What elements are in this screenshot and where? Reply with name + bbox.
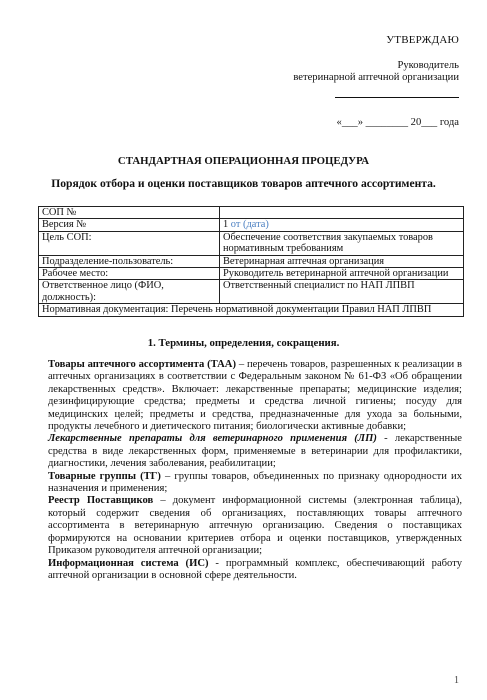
- definition-item: [48, 359, 462, 433]
- table-row: [39, 207, 464, 219]
- date-year-prefix: 20: [408, 117, 422, 128]
- approval-organization: ветеринарной аптечной организации: [293, 72, 459, 83]
- date-open-quote: «: [336, 117, 342, 128]
- row-value: Обеспечение соответствия закупаемых товаров нормативным требованиям: [220, 231, 464, 255]
- row-label: СОП №: [39, 207, 220, 219]
- definition-term: Товары аптечного ассортимента (ТАА): [48, 359, 236, 370]
- table-row: [39, 280, 464, 304]
- row-value: [220, 207, 464, 219]
- definition-term: Информационная система (ИС): [48, 557, 209, 569]
- row-value: Руководитель ветеринарной аптечной организации: [220, 268, 464, 280]
- table-row: [39, 304, 464, 316]
- signature-line: [335, 97, 459, 98]
- table-row: [39, 268, 464, 280]
- definition-item: [48, 471, 462, 496]
- row-label: Версия №: [39, 219, 220, 231]
- definition-term: Реестр Поставщиков: [48, 495, 154, 507]
- date-year-blank: ___: [421, 117, 438, 128]
- document-title: СТАНДАРТНАЯ ОПЕРАЦИОННАЯ ПРОЦЕДУРА: [117, 155, 370, 167]
- row-label: Подразделение-пользователь:: [39, 255, 220, 267]
- date-close-quote: »: [357, 117, 366, 128]
- row-value: [220, 219, 464, 231]
- section-heading: 1. Термины, определения, сокращения.: [147, 337, 340, 349]
- row-value: Ветеринарная аптечная организация: [220, 255, 464, 267]
- definitions-list: [48, 359, 462, 582]
- definition-item: [48, 495, 462, 557]
- definition-term: Товарные группы (ТГ): [48, 470, 161, 482]
- row-label: Рабочее место:: [39, 268, 220, 280]
- normative-docs-row: Нормативная документация: Перечень нормативной документации Правил НАП ЛПВП: [39, 304, 464, 316]
- definition-text: – документ информационной системы (электронная таблица), который содержит сведения об организациях, поставляющих товары аптечного ассортимента в ветеринарную аптечную организацию. Сведения о поставщиках формируются на основании критериев отбора и оценки поставщиков, утвержденных Приказом руководителя аптечной организации;: [48, 495, 463, 557]
- date-suffix: года: [437, 117, 459, 128]
- definition-item: [48, 558, 462, 583]
- page-number: 1: [454, 675, 459, 686]
- date-month-blank: ________: [365, 117, 409, 128]
- row-value: Ответственный специалист по НАП ЛПВП: [220, 280, 464, 304]
- date-day-blank: ___: [341, 117, 358, 128]
- definition-text: – перечень товаров, разрешенных к реализации в аптечных организациях в соответствии с Федеральным законом № 61-ФЗ «Об обращении лекарственных средств». Включает: лекарственные препараты; медицинские изделия; дезинфицирующие средства; предметы и средства личной гигиены; посуду для медицинских целей; предметы и средства, предназначенные для ухода за больными, продукты лечебного и диетического питания; биологически активные добавки;: [48, 359, 462, 433]
- approval-title: УТВЕРЖДАЮ: [386, 34, 459, 46]
- version-date-note: от (дата): [228, 219, 269, 231]
- table-row: [39, 231, 464, 255]
- definition-text: – группы товаров, объединенных по признаку однородности их назначения и применения;: [48, 470, 462, 495]
- table-row: [39, 219, 464, 231]
- definition-term: Лекарственные препараты для ветеринарного применения (ЛП): [48, 433, 377, 445]
- table-row: [39, 255, 464, 267]
- document-subtitle: Порядок отбора и оценки поставщиков товаров аптечного ассортимента.: [51, 177, 436, 190]
- sop-info-table: [38, 206, 464, 317]
- version-number: 1: [223, 219, 229, 231]
- definition-text: - программный комплекс, обеспечивающий работу аптечной организации в основной сфере деятельности.: [48, 557, 462, 581]
- definition-text: - лекарственные средства в виде лекарственных форм, применяемые в ветеринарии для профилактики, диагностики, лечения заболевания, реабилитации;: [48, 433, 462, 470]
- approval-role: Руководитель: [397, 60, 459, 71]
- row-label: Ответственное лицо (ФИО, должность):: [39, 280, 220, 304]
- definition-item: [48, 433, 462, 470]
- approval-date: [337, 117, 459, 129]
- row-label: Цель СОП:: [39, 231, 220, 255]
